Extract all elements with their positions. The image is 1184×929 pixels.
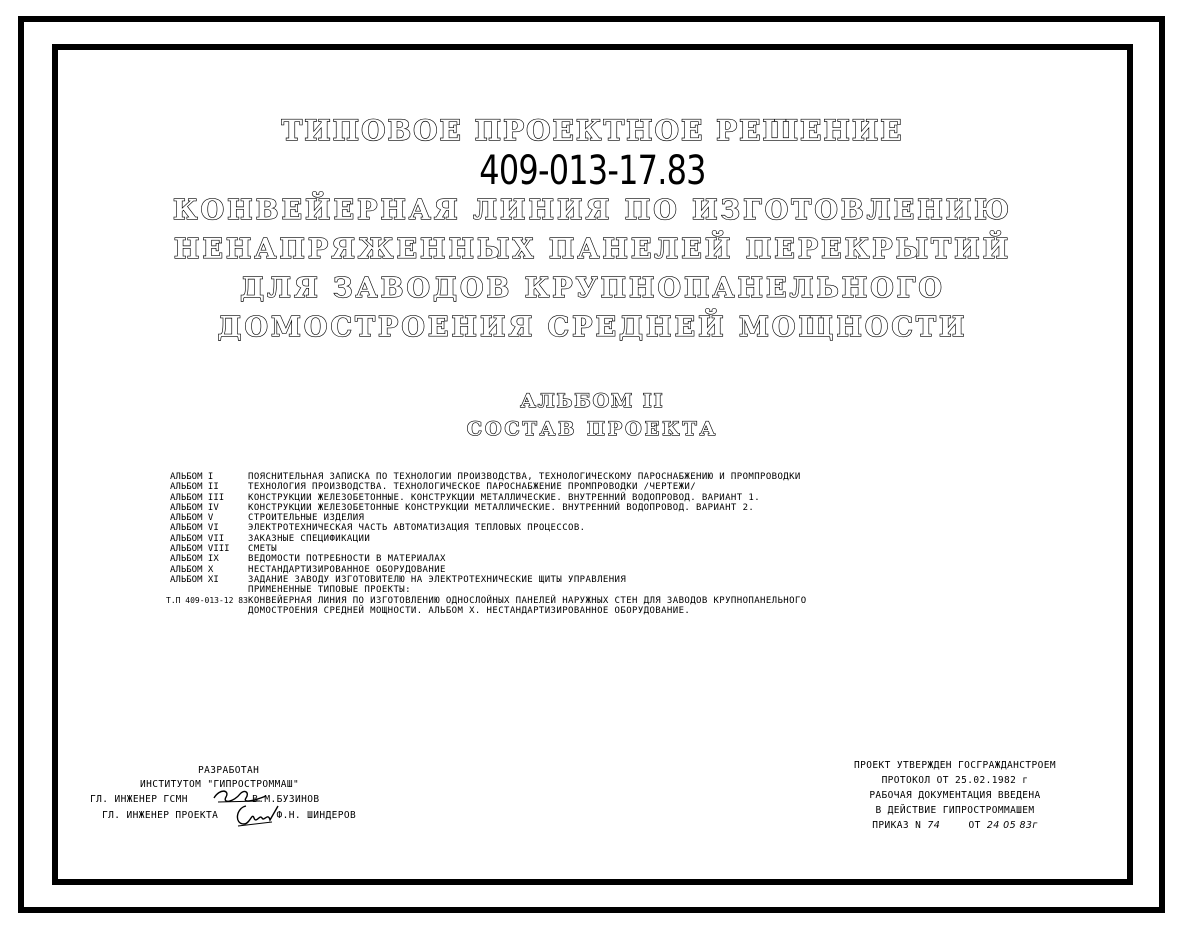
album-tag: АЛЬБОМ IV (170, 502, 219, 513)
project-number: 409-013-17.83 (479, 148, 706, 194)
section-title: СОСТАВ ПРОЕКТА (466, 418, 719, 440)
project-name-line-1: КОНВЕЙЕРНАЯ ЛИНИЯ ПО ИЗГОТОВЛЕНИЮ (173, 195, 1012, 226)
album-description: КОНСТРУКЦИИ ЖЕЛЕЗОБЕТОННЫЕ КОНСТРУКЦИИ МЕТАЛЛИЧЕСКИЕ. ВНУТРЕННИЙ ВОДОПРОВОД. ВАРИАНТ 2. (248, 502, 755, 513)
album-tag: АЛЬБОМ II (170, 482, 219, 493)
applied-project-row (166, 595, 807, 606)
album-tag: АЛЬБОМ VIII (170, 544, 230, 555)
album-tag: АЛЬБОМ I (170, 472, 214, 482)
album-tag: АЛЬБОМ V (170, 513, 214, 524)
album-tag: АЛЬБОМ VII (170, 533, 225, 544)
list-item (170, 554, 807, 564)
album-description: СМЕТЫ (248, 544, 278, 555)
list-item (170, 565, 807, 575)
list-item (170, 482, 807, 492)
approval-line-2: ПРОТОКОЛ ОТ 25.02.1982 г (881, 775, 1029, 786)
approval-line-3: РАБОЧАЯ ДОКУМЕНТАЦИЯ ВВЕДЕНА (869, 790, 1041, 801)
album-description: НЕСТАНДАРТИЗИРОВАННОЕ ОБОРУДОВАНИЕ (248, 564, 446, 575)
chief-engineer-name: В.М.БУЗИНОВ (252, 794, 320, 805)
approval-order-row (820, 818, 1090, 833)
chief-engineer-title: ГЛ. ИНЖЕНЕР ГСМН (90, 794, 188, 805)
project-name-line-4: ДОМОСТРОЕНИЯ СРЕДНЕЙ МОЩНОСТИ (217, 312, 968, 343)
album-description: ЗАКАЗНЫЕ СПЕЦИФИКАЦИИ (248, 533, 371, 544)
album-description: СТРОИТЕЛЬНЫЕ ИЗДЕЛИЯ (248, 513, 365, 524)
list-item (170, 493, 807, 503)
list-item (170, 544, 807, 554)
album-tag: АЛЬБОМ X (170, 564, 214, 575)
album-title: АЛЬБОМ II (520, 390, 665, 412)
applied-project-line-1: КОНВЕЙЕРНАЯ ЛИНИЯ ПО ИЗГОТОВЛЕНИЮ ОДНОСЛОЙНЫХ ПАНЕЛЕЙ НАРУЖНЫХ СТЕН ДЛЯ ЗАВОДОВ КРУПНОПАНЕЛЬНОГО (248, 595, 807, 606)
applied-project-ref: Т.П 409-013-12 83 (166, 595, 248, 605)
applied-project-line-2: ДОМОСТРОЕНИЯ СРЕДНЕЙ МОЩНОСТИ. АЛЬБОМ X. НЕСТАНДАРТИЗИРОВАННОЕ ОБОРУДОВАНИЕ. (248, 605, 691, 616)
order-date: 24 05 83г (986, 820, 1038, 831)
album-description: ВЕДОМОСТИ ПОТРЕБНОСТИ В МАТЕРИАЛАХ (248, 554, 446, 565)
album-description: ТЕХНОЛОГИЯ ПРОИЗВОДСТВА. ТЕХНОЛОГИЧЕСКОЕ ПАРОСНАБЖЕНИЕ ПРОМПРОВОДКИ /ЧЕРТЕЖИ/ (248, 482, 697, 493)
applied-project-row-cont (170, 606, 807, 616)
project-name-line-2: НЕНАПРЯЖЕННЫХ ПАНЕЛЕЙ ПЕРЕКРЫТИЙ (173, 234, 1012, 265)
list-item (170, 513, 807, 523)
album-tag: АЛЬБОМ III (170, 492, 225, 503)
album-tag: АЛЬБОМ XI (170, 574, 219, 585)
approval-line-4: В ДЕЙСТВИЕ ГИПРОСТРОММАШЕМ (875, 805, 1035, 816)
order-number: 74 (927, 820, 941, 831)
project-engineer-title: ГЛ. ИНЖЕНЕР ПРОЕКТА (102, 810, 219, 821)
list-item (170, 575, 807, 585)
album-description: ЭЛЕКТРОТЕХНИЧЕСКАЯ ЧАСТЬ АВТОМАТИЗАЦИЯ ТЕПЛОВЫХ ПРОЦЕССОВ. (248, 523, 586, 534)
document-type-title: ТИПОВОЕ ПРОЕКТНОЕ РЕШЕНИЕ (281, 114, 904, 147)
album-tag: АЛЬБОМ IX (170, 554, 219, 565)
approval-block (820, 758, 1090, 833)
list-item (170, 503, 807, 513)
project-engineer-signature (232, 802, 288, 828)
album-list (166, 472, 807, 616)
list-item (170, 534, 807, 544)
order-prefix: ПРИКАЗ N (872, 820, 922, 831)
applied-projects-heading-row (170, 585, 807, 595)
project-engineer-name: Ф.Н. ШИНДЕРОВ (276, 810, 357, 821)
project-engineer-row (102, 810, 356, 821)
list-item (170, 523, 807, 533)
album-description: ПОЯСНИТЕЛЬНАЯ ЗАПИСКА ПО ТЕХНОЛОГИИ ПРОИЗВОДСТВА, ТЕХНОЛОГИЧЕСКОМУ ПАРОСНАБЖЕНИЮ И ПРОМПРОВОДКИ (248, 472, 801, 482)
album-description: ЗАДАНИЕ ЗАВОДУ ИЗГОТОВИТЕЛЮ НА ЭЛЕКТРОТЕХНИЧЕСКИЕ ЩИТЫ УПРАВЛЕНИЯ (248, 574, 627, 585)
list-item (170, 472, 807, 482)
applied-projects-heading: ПРИМЕНЕННЫЕ ТИПОВЫЕ ПРОЕКТЫ: (248, 585, 411, 596)
album-tag: АЛЬБОМ VI (170, 523, 219, 534)
album-description: КОНСТРУКЦИИ ЖЕЛЕЗОБЕТОННЫЕ. КОНСТРУКЦИИ МЕТАЛЛИЧЕСКИЕ. ВНУТРЕННИЙ ВОДОПРОВОД. ВАРИАНТ 1. (248, 492, 761, 503)
developed-by-label: РАЗРАБОТАН (198, 765, 260, 776)
approval-line-1: ПРОЕКТ УТВЕРЖДЕН ГОСГРАЖДАНСТРОЕМ (854, 760, 1056, 771)
developer-institute: ИНСТИТУТОМ "ГИПРОСТРОММАШ" (140, 779, 300, 790)
order-date-prefix: ОТ (968, 820, 981, 831)
project-name-line-3: ДЛЯ ЗАВОДОВ КРУПНОПАНЕЛЬНОГО (240, 273, 945, 304)
